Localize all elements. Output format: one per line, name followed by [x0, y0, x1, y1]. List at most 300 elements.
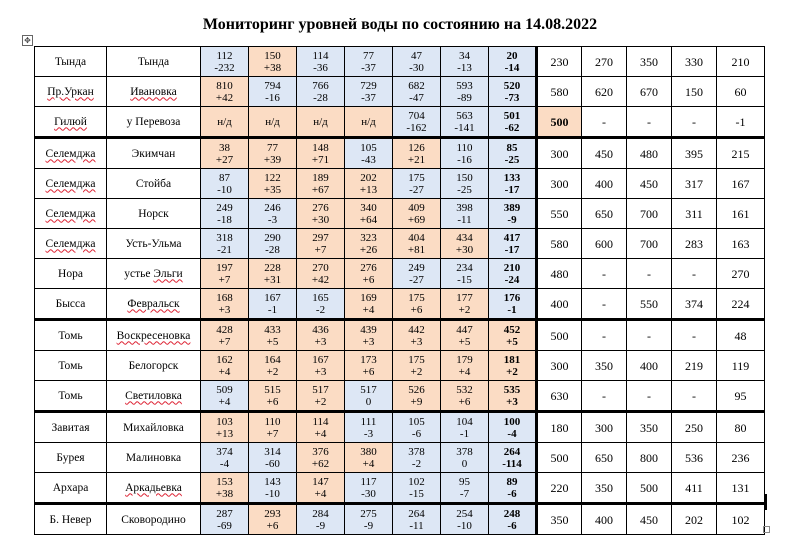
level-value: 87: [219, 171, 230, 184]
level-value: 246: [264, 201, 281, 214]
threshold-cell: 230: [537, 47, 582, 77]
level-cell: [201, 351, 249, 381]
page-title: Мониторинг уровней воды по состоянию на 14.08.2022: [202, 16, 598, 33]
level-cell: [489, 199, 537, 229]
level-change: +3: [314, 335, 327, 348]
level-cell: [441, 289, 489, 320]
level-value: н/д: [361, 115, 376, 128]
level-value: 114: [312, 49, 329, 62]
threshold-cell: 400: [537, 289, 582, 320]
threshold-cell: 536: [672, 443, 717, 473]
river-cell: [35, 77, 107, 107]
level-cell: [393, 320, 441, 351]
level-cell: [249, 107, 297, 138]
threshold-cell: 350: [627, 412, 672, 443]
level-cell: [489, 504, 537, 535]
level-cell: [297, 473, 345, 504]
threshold-cell: 650: [582, 199, 627, 229]
level-change: +30: [455, 243, 474, 256]
post-name: у Перевоза: [126, 115, 181, 128]
level-cell: [249, 289, 297, 320]
threshold-cell: 150: [672, 77, 717, 107]
level-cell: [345, 169, 393, 199]
level-value: 122: [264, 171, 281, 184]
level-change: +6: [410, 303, 423, 316]
level-value: 148: [312, 141, 329, 154]
level-change: -89: [457, 91, 472, 104]
level-cell: [489, 412, 537, 443]
level-cell: [489, 443, 537, 473]
level-value: 515: [264, 383, 281, 396]
level-change: +7: [218, 273, 231, 286]
level-cell: [201, 138, 249, 169]
level-cell: [393, 107, 441, 138]
level-value: 164: [264, 353, 281, 366]
level-cell: [489, 381, 537, 412]
table-move-handle-icon[interactable]: ✥: [22, 35, 33, 46]
level-cell: [489, 259, 537, 289]
threshold-cell: 600: [582, 229, 627, 259]
river-cell: [35, 320, 107, 351]
table-row: [35, 199, 765, 229]
level-value: 77: [267, 141, 278, 154]
level-value: н/д: [265, 115, 280, 128]
level-change: +9: [410, 395, 423, 408]
table-body: [35, 47, 765, 535]
level-change: +4: [362, 303, 375, 316]
level-value: 179: [456, 353, 473, 366]
level-value: 442: [408, 323, 425, 336]
level-value: 181: [503, 353, 521, 366]
level-change: +38: [263, 61, 282, 74]
post-name: Михайловка: [123, 421, 184, 434]
level-cell: [393, 47, 441, 77]
post-name: Сковородино: [121, 513, 186, 526]
level-value: 264: [408, 507, 425, 520]
level-cell: [489, 289, 537, 320]
river-cell: [35, 412, 107, 443]
threshold-cell: 300: [582, 412, 627, 443]
level-value: 376: [312, 445, 329, 458]
level-value: 102: [408, 475, 425, 488]
level-change: -28: [265, 243, 280, 256]
level-change: -69: [217, 519, 232, 532]
post-cell: [107, 259, 201, 289]
level-change: +6: [266, 519, 279, 532]
level-value: 104: [456, 415, 473, 428]
level-value: 85: [506, 141, 518, 154]
level-cell: [249, 229, 297, 259]
level-cell: [345, 107, 393, 138]
post-name: устье Эльги: [124, 267, 183, 280]
level-cell: [441, 169, 489, 199]
river-cell: [35, 473, 107, 504]
level-change: +42: [215, 91, 234, 104]
level-cell: [297, 504, 345, 535]
level-cell: [441, 320, 489, 351]
level-change: -10: [265, 487, 280, 500]
level-change: -14: [504, 61, 520, 74]
level-change: +3: [410, 335, 423, 348]
threshold-cell: -: [582, 289, 627, 320]
level-value: 287: [216, 507, 233, 520]
threshold-cell: -1: [717, 107, 765, 138]
threshold-cell: 350: [582, 351, 627, 381]
threshold-cell: 450: [582, 138, 627, 169]
level-cell: [393, 381, 441, 412]
threshold-cell: 300: [537, 351, 582, 381]
level-cell: [201, 107, 249, 138]
level-cell: [441, 77, 489, 107]
level-change: +35: [263, 183, 282, 196]
level-cell: [201, 381, 249, 412]
level-cell: [297, 259, 345, 289]
table-row: [35, 138, 765, 169]
table-row: [35, 504, 765, 535]
threshold-cell: 220: [537, 473, 582, 504]
level-cell: [249, 381, 297, 412]
level-cell: [393, 138, 441, 169]
level-change: +6: [362, 273, 375, 286]
level-cell: [249, 169, 297, 199]
post-name: Аркадьевка: [125, 481, 182, 494]
level-value: 175: [408, 291, 425, 304]
level-cell: [345, 289, 393, 320]
threshold-cell: 450: [627, 169, 672, 199]
level-change: +2: [410, 365, 423, 378]
level-cell: [489, 169, 537, 199]
level-value: 439: [360, 323, 377, 336]
post-name: Воскресеновка: [116, 329, 191, 342]
post-cell: [107, 412, 201, 443]
level-cell: [489, 229, 537, 259]
level-change: +3: [506, 395, 518, 408]
table-row: [35, 229, 765, 259]
threshold-cell: 550: [627, 289, 672, 320]
level-value: 112: [216, 49, 233, 62]
river-name: Селемджа: [45, 237, 96, 250]
water-level-table: [34, 46, 765, 535]
level-cell: [201, 289, 249, 320]
river-name: Пр.Уркан: [47, 85, 94, 98]
level-value: 95: [459, 475, 470, 488]
level-change: -141: [454, 121, 475, 134]
level-value: 293: [264, 507, 281, 520]
level-value: 89: [506, 475, 518, 488]
level-change: -2: [315, 303, 326, 316]
level-change: -15: [457, 273, 472, 286]
level-value: 270: [312, 261, 329, 274]
level-cell: [393, 412, 441, 443]
level-cell: [297, 47, 345, 77]
level-cell: [441, 199, 489, 229]
level-change: -9: [315, 519, 326, 532]
level-cell: [489, 351, 537, 381]
threshold-cell: -: [672, 320, 717, 351]
level-change: +13: [215, 427, 234, 440]
level-change: +30: [311, 213, 330, 226]
level-cell: [393, 229, 441, 259]
level-change: +3: [314, 365, 327, 378]
level-cell: [249, 504, 297, 535]
level-value: 150: [264, 49, 281, 62]
threshold-cell: 580: [537, 77, 582, 107]
level-cell: [201, 473, 249, 504]
level-cell: [489, 77, 537, 107]
post-cell: [107, 107, 201, 138]
level-value: 176: [503, 291, 521, 304]
level-change: -27: [409, 273, 424, 286]
post-cell: [107, 77, 201, 107]
threshold-cell: 500: [537, 320, 582, 351]
post-name: Усть-Ульма: [125, 237, 182, 250]
level-cell: [297, 381, 345, 412]
level-value: н/д: [217, 115, 232, 128]
level-cell: [441, 473, 489, 504]
level-value: 276: [360, 261, 377, 274]
level-cell: [345, 199, 393, 229]
threshold-cell: 95: [717, 381, 765, 412]
post-cell: [107, 443, 201, 473]
level-change: -16: [265, 91, 280, 104]
level-value: 535: [503, 383, 521, 396]
river-name: Б. Невер: [49, 513, 92, 526]
level-cell: [441, 259, 489, 289]
threshold-cell: 670: [627, 77, 672, 107]
level-cell: [345, 504, 393, 535]
threshold-cell: -: [582, 320, 627, 351]
threshold-cell: 480: [627, 138, 672, 169]
river-name: Бысса: [55, 297, 86, 310]
threshold-cell: 317: [672, 169, 717, 199]
threshold-cell: 400: [582, 169, 627, 199]
level-cell: [201, 199, 249, 229]
level-change: +7: [266, 427, 279, 440]
level-cell: [297, 320, 345, 351]
level-change: -17: [504, 243, 520, 256]
level-change: -25: [504, 153, 520, 166]
level-change: -16: [457, 153, 472, 166]
level-change: +4: [362, 457, 375, 470]
level-cell: [345, 77, 393, 107]
level-value: 249: [216, 201, 233, 214]
level-change: +2: [314, 395, 327, 408]
level-value: 20: [506, 49, 518, 62]
level-change: +2: [506, 365, 518, 378]
level-change: -9: [507, 213, 517, 226]
river-cell: [35, 138, 107, 169]
level-change: +69: [407, 213, 426, 226]
level-change: -13: [457, 61, 472, 74]
threshold-cell: -: [672, 259, 717, 289]
level-value: 501: [503, 109, 521, 122]
level-cell: [249, 473, 297, 504]
level-change: -1: [507, 303, 517, 316]
threshold-cell: 350: [627, 47, 672, 77]
level-value: 434: [456, 231, 473, 244]
level-cell: [345, 259, 393, 289]
level-change: -9: [363, 519, 374, 532]
level-cell: [345, 351, 393, 381]
level-change: -162: [406, 121, 427, 134]
level-value: 378: [456, 445, 473, 458]
threshold-cell: 236: [717, 443, 765, 473]
level-value: 169: [360, 291, 377, 304]
level-cell: [201, 504, 249, 535]
level-change: +62: [311, 457, 330, 470]
post-name: Февральск: [127, 297, 180, 310]
level-cell: [393, 199, 441, 229]
threshold-cell: -: [672, 381, 717, 412]
post-name: Норск: [138, 207, 169, 220]
post-cell: [107, 199, 201, 229]
level-change: -60: [265, 457, 280, 470]
level-value: 38: [219, 141, 230, 154]
level-value: 165: [312, 291, 329, 304]
river-name: Гилюй: [54, 115, 87, 128]
table-row: [35, 47, 765, 77]
level-value: 520: [503, 79, 521, 92]
table-row: [35, 412, 765, 443]
level-value: 378: [408, 445, 425, 458]
table-resize-handle[interactable]: [763, 526, 770, 533]
level-change: -36: [313, 61, 328, 74]
level-cell: [249, 77, 297, 107]
river-name: Селемджа: [45, 207, 96, 220]
level-change: -73: [504, 91, 520, 104]
river-cell: [35, 199, 107, 229]
level-change: -114: [502, 457, 522, 470]
post-cell: [107, 351, 201, 381]
level-cell: [201, 77, 249, 107]
threshold-cell: 270: [582, 47, 627, 77]
level-value: 111: [360, 415, 377, 428]
threshold-cell: 580: [537, 229, 582, 259]
level-cell: [249, 320, 297, 351]
level-value: 563: [456, 109, 473, 122]
level-change: +2: [458, 303, 471, 316]
level-cell: [297, 169, 345, 199]
level-change: -30: [361, 487, 376, 500]
level-change: +64: [359, 213, 378, 226]
threshold-cell: 219: [672, 351, 717, 381]
level-value: 117: [360, 475, 377, 488]
level-cell: [249, 351, 297, 381]
level-value: 766: [312, 79, 329, 92]
table-row: [35, 381, 765, 412]
level-change: +4: [218, 365, 231, 378]
level-cell: [249, 259, 297, 289]
level-value: 276: [312, 201, 329, 214]
river-name: Нора: [58, 267, 83, 280]
river-cell: [35, 351, 107, 381]
level-value: 314: [264, 445, 281, 458]
level-value: 290: [264, 231, 281, 244]
level-change: -62: [504, 121, 520, 134]
level-cell: [297, 107, 345, 138]
post-name: Белогорск: [128, 359, 179, 372]
river-name: Бурея: [56, 451, 85, 464]
level-value: 133: [503, 171, 521, 184]
level-change: -6: [411, 427, 422, 440]
threshold-cell: 283: [672, 229, 717, 259]
threshold-cell: 374: [672, 289, 717, 320]
threshold-cell: 411: [672, 473, 717, 504]
level-value: 593: [456, 79, 473, 92]
river-cell: [35, 47, 107, 77]
level-change: -37: [361, 91, 376, 104]
level-value: 150: [456, 171, 473, 184]
level-change: +4: [458, 365, 471, 378]
level-value: 517: [360, 383, 377, 396]
level-change: -6: [507, 519, 517, 532]
post-name: Тында: [137, 55, 170, 68]
river-cell: [35, 229, 107, 259]
level-cell: [489, 320, 537, 351]
level-change: -4: [219, 457, 230, 470]
level-value: 517: [312, 383, 329, 396]
level-change: -25: [457, 183, 472, 196]
river-name: Селемджа: [45, 147, 96, 160]
level-change: +42: [311, 273, 330, 286]
threshold-cell: 350: [582, 473, 627, 504]
level-change: -30: [409, 61, 424, 74]
level-value: 297: [312, 231, 329, 244]
level-cell: [441, 381, 489, 412]
level-value: 177: [456, 291, 473, 304]
level-change: 0: [365, 395, 372, 408]
level-value: 682: [408, 79, 425, 92]
level-cell: [297, 289, 345, 320]
threshold-cell: 630: [537, 381, 582, 412]
level-cell: [441, 138, 489, 169]
level-value: 153: [216, 475, 233, 488]
level-value: 704: [408, 109, 425, 122]
level-value: 318: [216, 231, 233, 244]
river-cell: [35, 169, 107, 199]
level-change: +26: [359, 243, 378, 256]
level-change: +3: [362, 335, 375, 348]
text-cursor: [765, 494, 767, 510]
level-change: +2: [266, 365, 279, 378]
river-cell: [35, 504, 107, 535]
level-value: 452: [503, 323, 521, 336]
level-change: -21: [217, 243, 232, 256]
level-cell: [393, 169, 441, 199]
level-value: 228: [264, 261, 281, 274]
threshold-cell: 180: [537, 412, 582, 443]
threshold-cell: 167: [717, 169, 765, 199]
level-change: -2: [411, 457, 422, 470]
level-cell: [345, 412, 393, 443]
level-value: 162: [216, 353, 233, 366]
level-change: +39: [263, 153, 282, 166]
level-change: -17: [504, 183, 520, 196]
post-cell: [107, 381, 201, 412]
level-change: +5: [506, 335, 518, 348]
level-value: 167: [264, 291, 281, 304]
level-value: 110: [264, 415, 281, 428]
level-change: +6: [362, 365, 375, 378]
level-change: +4: [314, 427, 327, 440]
level-cell: [441, 351, 489, 381]
level-cell: [345, 381, 393, 412]
threshold-cell: 700: [627, 199, 672, 229]
threshold-cell: 330: [672, 47, 717, 77]
level-value: 433: [264, 323, 281, 336]
level-value: 105: [360, 141, 377, 154]
post-name: Экимчан: [131, 147, 176, 160]
